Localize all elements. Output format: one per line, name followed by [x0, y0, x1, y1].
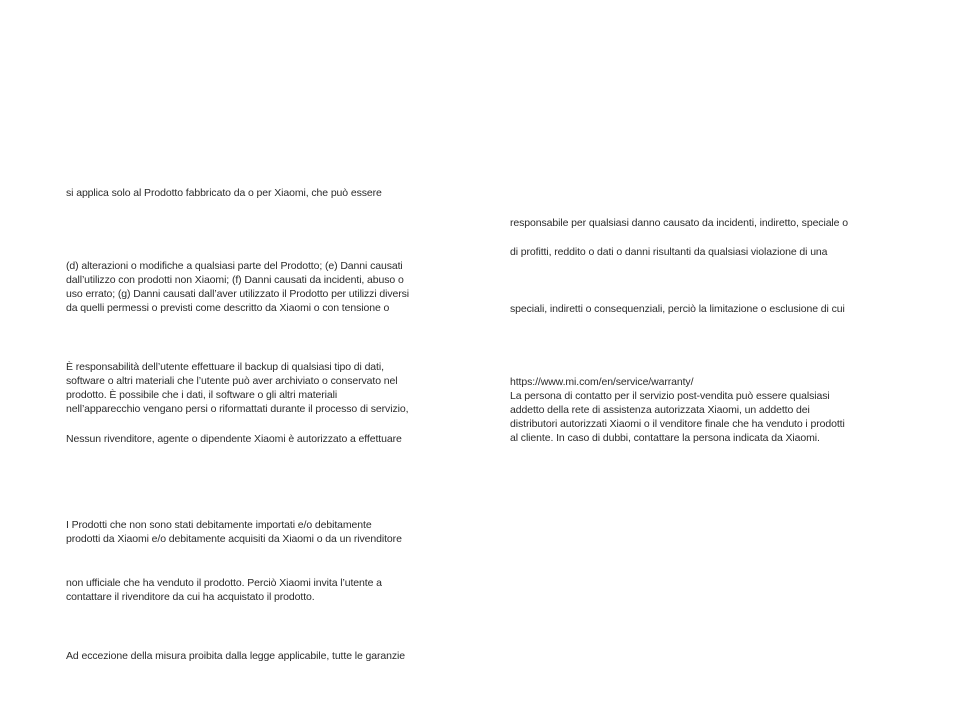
text-line: uso errato; (g) Danni causati dall’aver utilizzato il Prodotto per utilizzi diversi [66, 288, 410, 300]
right-text-block-2 [510, 245, 827, 259]
text-line: La persona di contatto per il servizio post-vendita può essere qualsiasi [510, 390, 830, 402]
left-text-block-5 [66, 518, 402, 546]
text-line: nell’apparecchio vengano persi o riformattati durante il processo di servizio, [66, 403, 409, 415]
text-line: software o altri materiali che l’utente può aver archiviato o conservato nel [66, 375, 398, 387]
text-line: distributori autorizzati Xiaomi o il venditore finale che ha venduto i prodotti [510, 418, 845, 430]
left-text-block-4 [66, 432, 402, 446]
left-text-block-6 [66, 576, 382, 604]
text-line: È responsabilità dell’utente effettuare il backup di qualsiasi tipo di dati, [66, 361, 384, 373]
text-line: si applica solo al Prodotto fabbricato da o per Xiaomi, che può essere [66, 187, 382, 199]
text-line: Ad eccezione della misura proibita dalla legge applicabile, tutte le garanzie [66, 650, 406, 662]
text-line: al cliente. In caso di dubbi, contattare la persona indicata da Xiaomi. [510, 432, 820, 444]
text-line: prodotti da Xiaomi e/o debitamente acquisiti da Xiaomi o da un rivenditore [66, 533, 402, 545]
left-text-block-3 [66, 360, 408, 416]
text-line: di profitti, reddito o dati o danni risultanti da qualsiasi violazione di una [510, 246, 828, 258]
text-line: (d) alterazioni o modifiche a qualsiasi parte del Prodotto; (e) Danni causati [66, 260, 403, 272]
left-text-block-2 [66, 259, 409, 315]
text-line: contattare il rivenditore da cui ha acquistato il prodotto. [66, 591, 315, 603]
text-line: responsabile per qualsiasi danno causato da incidenti, indiretto, speciale o [510, 217, 848, 229]
text-line: speciali, indiretti o consequenziali, perciò la limitazione o esclusione di cui [510, 303, 845, 315]
right-text-block-4 [510, 375, 845, 445]
text-line: non ufficiale che ha venduto il prodotto. Perciò Xiaomi invita l’utente a [66, 577, 382, 589]
text-line: I Prodotti che non sono stati debitamente importati e/o debitamente [66, 519, 372, 531]
right-text-block-3 [510, 302, 845, 316]
text-line: da quelli permessi o previsti come descritto da Xiaomi o con tensione o [66, 302, 390, 314]
text-line: prodotto. È possibile che i dati, il software o gli altri materiali [66, 389, 338, 401]
text-line: dall’utilizzo con prodotti non Xiaomi; (f) Danni causati da incidenti, abuso o [66, 274, 404, 286]
text-line: Nessun rivenditore, agente o dipendente Xiaomi è autorizzato a effettuare [66, 433, 402, 445]
left-text-block-1 [66, 186, 382, 200]
warranty-link[interactable]: https://www.mi.com/en/service/warranty/ [510, 376, 694, 388]
text-line: addetto della rete di assistenza autorizzata Xiaomi, un addetto dei [510, 404, 810, 416]
right-text-block-1 [510, 216, 848, 230]
left-text-block-7 [66, 649, 405, 663]
